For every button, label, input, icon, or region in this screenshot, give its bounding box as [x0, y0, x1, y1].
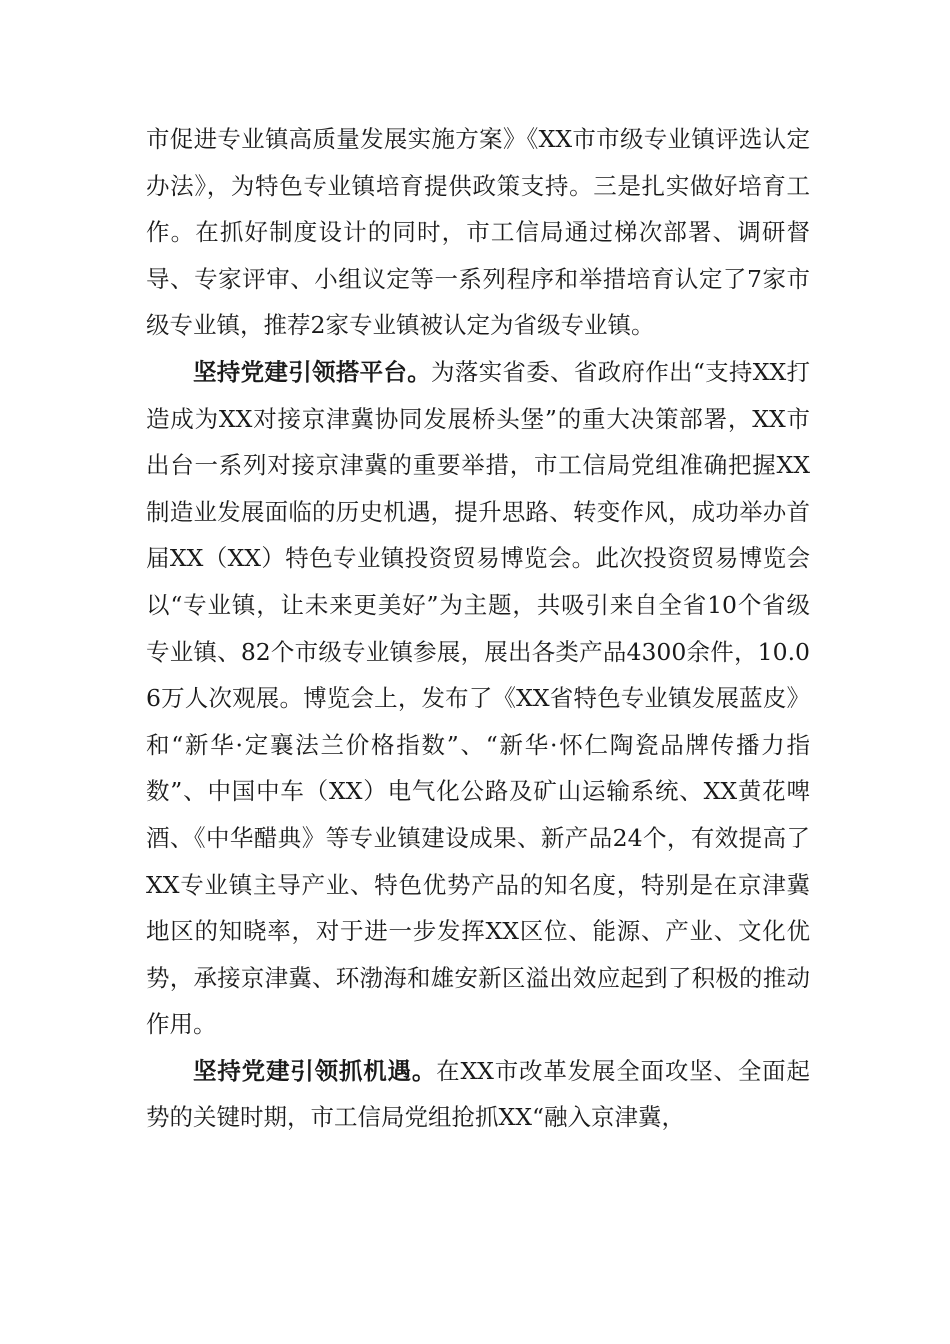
paragraph-platform	[146, 349, 810, 1048]
paragraph-opportunity	[146, 1048, 810, 1141]
paragraph-heading: 坚持党建引领搭平台。	[193, 357, 432, 386]
paragraph-text: 市促进专业镇高质量发展实施方案》《XX市市级专业镇评选认定办法》，为特色专业镇培育提供政策支持。三是扎实做好培育工作。在抓好制度设计的同时，市工信局通过梯次部署、调研督导、专家评审、小组议定等一系列程序和举措培育认定了7家市级专业镇，推荐2家专业镇被认定为省级专业镇。	[146, 125, 810, 340]
paragraph-text: 在XX市改革发展全面攻坚、全面起势的关键时期，市工信局党组抢抓XX“融入京津冀，	[146, 1056, 810, 1132]
paragraph-continuation	[146, 116, 810, 349]
paragraph-heading: 坚持党建引领抓机遇。	[193, 1056, 437, 1085]
paragraph-text: 为落实省委、省政府作出“支持XX打造成为XX对接京津冀协同发展桥头堡”的重大决策部署，XX市出台一系列对接京津冀的重要举措，市工信局党组准确把握XX制造业发展面临的历史机遇，提升思路、转变作风，成功举办首届XX（XX）特色专业镇投资贸易博览会。此次投资贸易博览会以“专业镇，让未来更美好”为主题，共吸引来自全省10个省级专业镇、82个市级专业镇参展，展出各类产品4300余件，10.06万人次观展。博览会上，发布了《XX省特色专业镇发展蓝皮》和“新华·定襄法兰价格指数”、“新华·怀仁陶瓷品牌传播力指数”、中国中车（XX）电气化公路及矿山运输系统、XX黄花啤酒、《中华醋典》等专业镇建设成果、新产品24个，有效提高了XX专业镇主导产业、特色优势产品的知名度，特别是在京津冀地区的知晓率，对于进一步发挥XX区位、能源、产业、文化优势，承接京津冀、环渤海和雄安新区溢出效应起到了积极的推动作用。	[146, 357, 810, 1039]
document-body	[146, 116, 810, 1141]
